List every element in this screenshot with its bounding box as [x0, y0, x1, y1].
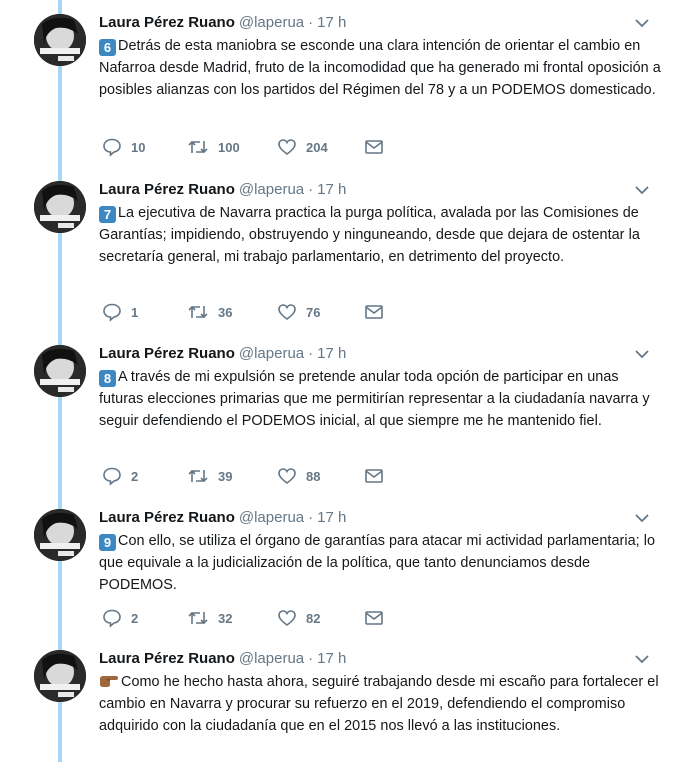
avatar-image: [34, 650, 86, 702]
like-button[interactable]: [277, 301, 320, 323]
like-icon: [277, 608, 297, 628]
author-handle[interactable]: @laperua: [238, 345, 305, 362]
chevron-down-icon[interactable]: [634, 512, 650, 524]
reply-icon: [102, 608, 122, 628]
tweet-body: Como he hecho hasta ahora, seguiré trabajando desde mi escaño para fortalecer el cambio en Navarra y procurar su refuerzo en el 2019, defendiendo el compromiso adquirido con la ciudadanía que en el 2015 nos llevó a las instituciones.: [99, 674, 659, 734]
chevron-down-icon[interactable]: [634, 348, 650, 360]
tweet-text: [99, 671, 664, 737]
avatar-image: [34, 181, 86, 233]
direct-message-icon: [364, 608, 384, 628]
pointing-hand-icon: [99, 673, 119, 688]
separator-dot: ·: [308, 650, 314, 667]
retweet-icon: [187, 302, 209, 322]
direct-message-icon: [364, 466, 384, 486]
keycap-number-badge: 8: [99, 370, 116, 387]
reply-button[interactable]: [102, 607, 138, 629]
avatar[interactable]: [34, 181, 86, 233]
separator-dot: ·: [308, 345, 314, 362]
author-name[interactable]: Laura Pérez Ruano: [99, 345, 235, 362]
tweet-header: [99, 649, 346, 669]
tweet-text: [99, 366, 664, 432]
direct-message-button[interactable]: [364, 607, 384, 629]
avatar-image: [34, 509, 86, 561]
retweet-count: 32: [218, 610, 233, 626]
reply-icon: [102, 302, 122, 322]
direct-message-icon: [364, 137, 384, 157]
retweet-count: 36: [218, 304, 233, 320]
keycap-number-badge: 9: [99, 534, 116, 551]
tweet-header: [99, 508, 346, 528]
avatar[interactable]: [34, 650, 86, 702]
author-name[interactable]: Laura Pérez Ruano: [99, 14, 235, 31]
retweet-button[interactable]: [187, 301, 232, 323]
like-icon: [277, 137, 297, 157]
tweet-timestamp[interactable]: 17 h: [317, 345, 347, 362]
retweet-count: 39: [218, 468, 233, 484]
author-handle[interactable]: @laperua: [238, 14, 305, 31]
tweet-actions: [99, 465, 399, 487]
reply-count: 1: [131, 304, 139, 320]
direct-message-button[interactable]: [364, 301, 384, 323]
reply-count: 2: [131, 610, 139, 626]
author-name[interactable]: Laura Pérez Ruano: [99, 181, 235, 198]
like-count: 88: [306, 468, 321, 484]
author-name[interactable]: Laura Pérez Ruano: [99, 509, 235, 526]
reply-count: 10: [131, 139, 146, 155]
author-handle[interactable]: @laperua: [238, 650, 305, 667]
like-button[interactable]: [277, 607, 320, 629]
keycap-number-badge: 6: [99, 39, 116, 56]
tweet-body: A través de mi expulsión se pretende anular toda opción de participar en unas futuras elecciones primarias que me permitirían representar a la ciudadanía navarra y seguir defendiendo el PODEMOS inicial, al que siempre me he mantenido fiel.: [99, 369, 650, 429]
tweet-actions: [99, 136, 399, 158]
like-button[interactable]: [277, 136, 328, 158]
reply-icon: [102, 466, 122, 486]
direct-message-button[interactable]: [364, 465, 384, 487]
tweet-text: [99, 35, 664, 101]
reply-button[interactable]: [102, 465, 138, 487]
author-handle[interactable]: @laperua: [238, 509, 305, 526]
like-icon: [277, 466, 297, 486]
avatar[interactable]: [34, 14, 86, 66]
reply-button[interactable]: [102, 136, 145, 158]
tweet-actions: [99, 301, 399, 323]
direct-message-icon: [364, 302, 384, 322]
keycap-number-badge: 7: [99, 206, 116, 223]
tweet-actions: [99, 607, 399, 629]
avatar[interactable]: [34, 345, 86, 397]
reply-button[interactable]: [102, 301, 138, 323]
author-name[interactable]: Laura Pérez Ruano: [99, 650, 235, 667]
tweet-header: [99, 180, 346, 200]
like-button[interactable]: [277, 465, 320, 487]
avatar-image: [34, 345, 86, 397]
tweet-timestamp[interactable]: 17 h: [317, 14, 347, 31]
tweet-text: [99, 202, 664, 268]
tweet-timestamp[interactable]: 17 h: [317, 181, 347, 198]
retweet-button[interactable]: [187, 465, 232, 487]
tweet-body: Con ello, se utiliza el órgano de garantías para atacar mi actividad parlamentaria; lo que equivale a la judicialización de la política, que tanto denunciamos desde PODEMOS.: [99, 533, 656, 593]
reply-count: 2: [131, 468, 139, 484]
retweet-button[interactable]: [187, 136, 240, 158]
tweet-timestamp[interactable]: 17 h: [317, 650, 347, 667]
chevron-down-icon[interactable]: [634, 653, 650, 665]
retweet-icon: [187, 137, 209, 157]
tweet-text: [99, 530, 664, 596]
separator-dot: ·: [308, 14, 314, 31]
separator-dot: ·: [308, 509, 314, 526]
author-handle[interactable]: @laperua: [238, 181, 305, 198]
separator-dot: ·: [308, 181, 314, 198]
retweet-button[interactable]: [187, 607, 232, 629]
like-icon: [277, 302, 297, 322]
chevron-down-icon[interactable]: [634, 184, 650, 196]
avatar-image: [34, 14, 86, 66]
tweet-header: [99, 344, 346, 364]
retweet-icon: [187, 608, 209, 628]
tweet-body: Detrás de esta maniobra se esconde una clara intención de orientar el cambio en Nafarroa desde Madrid, fruto de la incomodidad que ha generado mi frontal oposición a posibles alianzas con los partidos del Régimen del 78 y a un PODEMOS domesticado.: [99, 38, 661, 98]
retweet-icon: [187, 466, 209, 486]
retweet-count: 100: [218, 139, 240, 155]
direct-message-button[interactable]: [364, 136, 384, 158]
like-count: 76: [306, 304, 321, 320]
chevron-down-icon[interactable]: [634, 17, 650, 29]
like-count: 82: [306, 610, 321, 626]
tweet-body: La ejecutiva de Navarra practica la purga política, avalada por las Comisiones de Garantías; impidiendo, obstruyendo y ninguneando, desde que dejara de ostentar la secretaría general, mi trabajo parlamentario, en detrimento del proyecto.: [99, 205, 640, 265]
avatar[interactable]: [34, 509, 86, 561]
reply-icon: [102, 137, 122, 157]
like-count: 204: [306, 139, 328, 155]
tweet-timestamp[interactable]: 17 h: [317, 509, 347, 526]
tweet-header: [99, 13, 346, 33]
